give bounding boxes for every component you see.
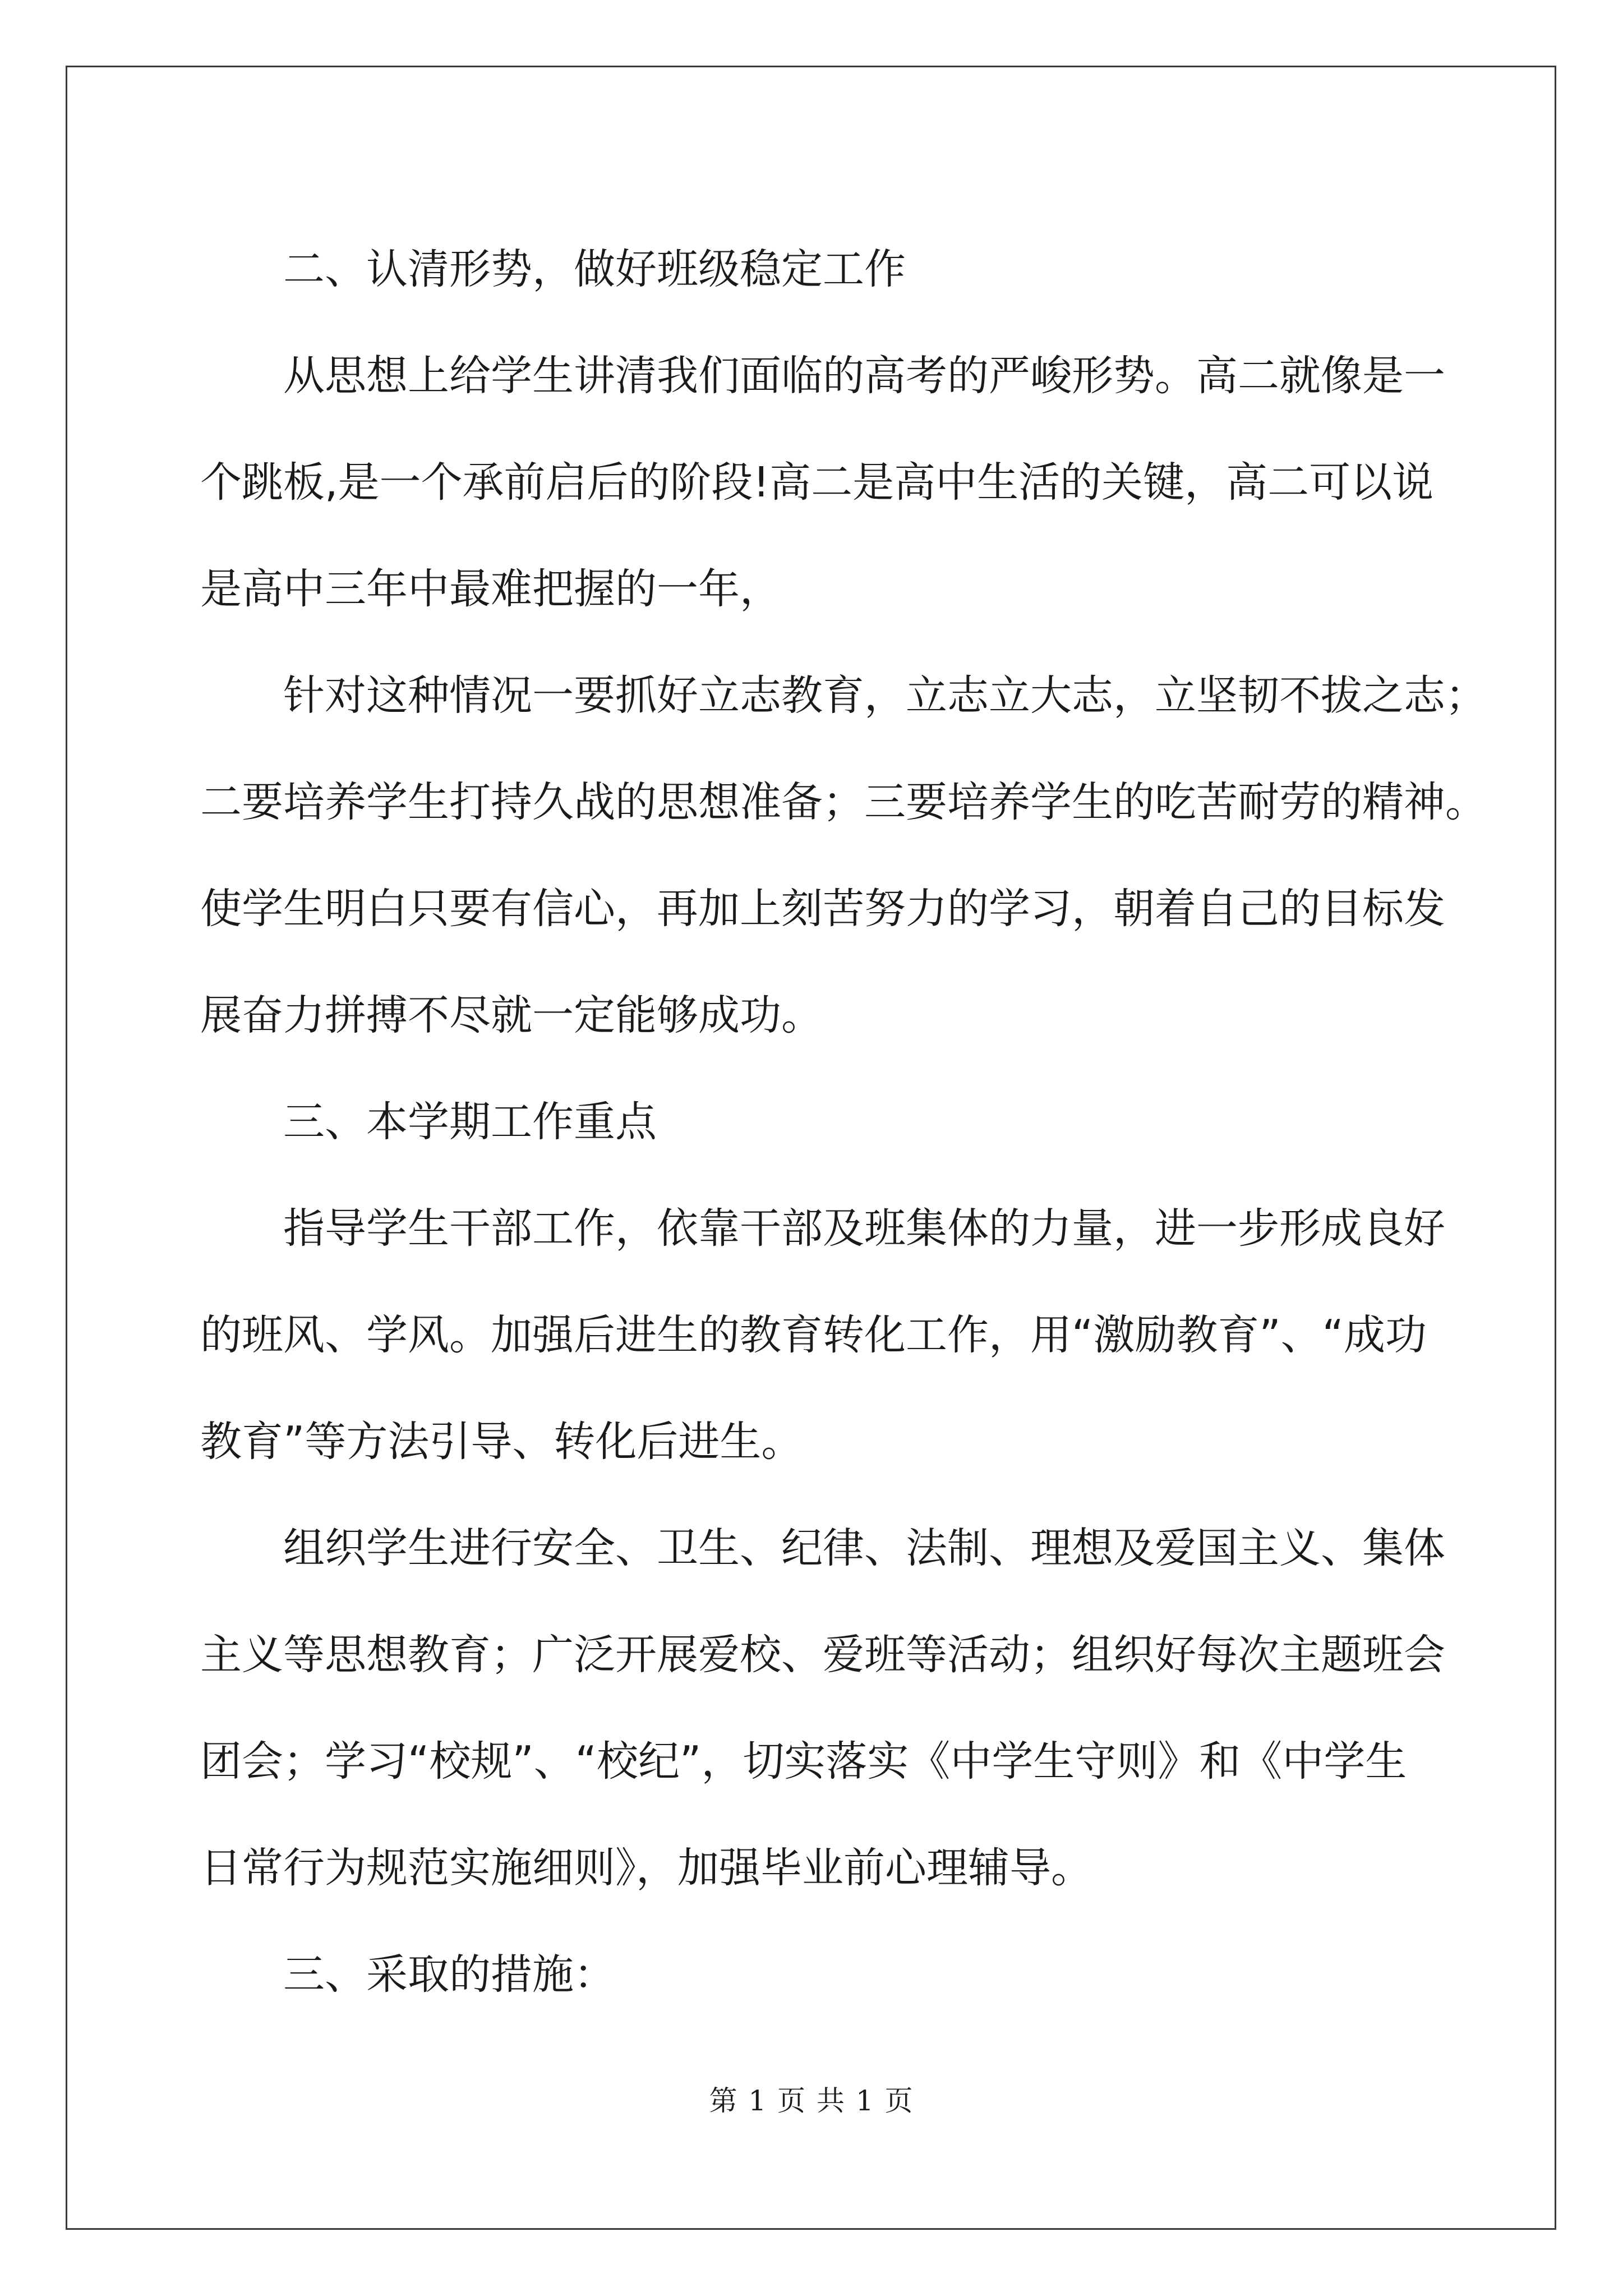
paragraph-line: 教育”等方法引导、转化后进生。 [200, 1418, 803, 1466]
paragraph-line: 日常行为规范实施细则》，加强毕业前心理辅导。 [200, 1844, 1092, 1892]
document-body [200, 216, 1487, 2028]
paragraph-line: 组织学生进行安全、卫生、纪律、法制、理想及爱国主义、集体 [283, 1524, 1445, 1572]
paragraph-line: 主义等思想教育；广泛开展爱校、爱班等活动；组织好每次主题班会 [200, 1631, 1445, 1679]
paragraph-line: 使学生明白只要有信心，再加上刻苦努力的学习，朝着自己的目标发 [200, 885, 1445, 933]
paragraph-line: 展奋力拼搏不尽就一定能够成功。 [200, 991, 823, 1039]
paragraph-line: 个跳板,是一个承前启后的阶段!高二是高中生活的关键，高二可以说 [200, 458, 1434, 507]
paragraph-line: 团会；学习“校规”、“校纪”，切实落实《中学生守则》和《中学生 [200, 1737, 1407, 1786]
section-heading-measures: 三、采取的措施： [283, 1950, 615, 1999]
paragraph-line: 的班风、学风。加强后进生的教育转化工作，用“激励教育”、“成功 [200, 1311, 1427, 1359]
section-heading-stability: 二、认清形势，做好班级稳定工作 [283, 245, 906, 293]
paragraph-line: 从思想上给学生讲清我们面临的高考的严峻形势。高二就像是一 [283, 352, 1445, 400]
section-heading-focus: 三、本学期工作重点 [283, 1098, 657, 1146]
paragraph-line: 是高中三年中最难把握的一年， [200, 565, 781, 613]
paragraph-line: 指导学生干部工作，依靠干部及班集体的力量，进一步形成良好 [283, 1204, 1445, 1253]
paragraph-line: 二要培养学生打持久战的思想准备；三要培养学生的吃苦耐劳的精神。 [200, 778, 1487, 826]
paragraph-line: 针对这种情况一要抓好立志教育，立志立大志，立坚韧不拔之志； [283, 671, 1487, 720]
page-number-footer: 第 1 页 共 1 页 [709, 2085, 914, 2117]
